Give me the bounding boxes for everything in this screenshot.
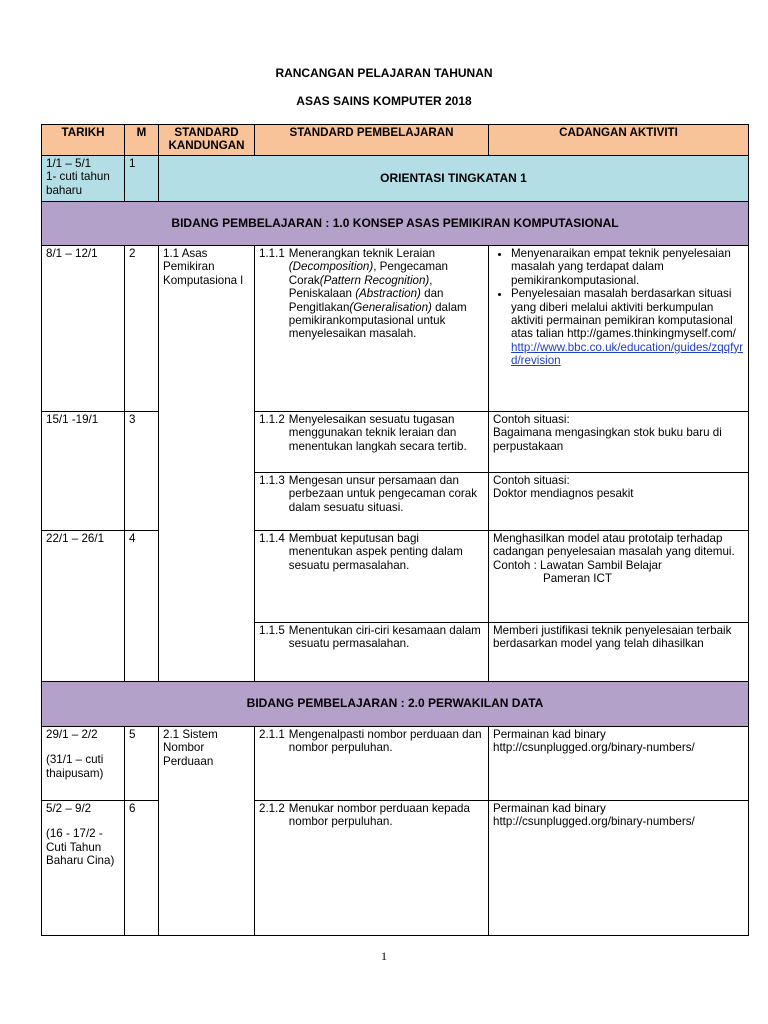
header-standard-pembelajaran: STANDARD PEMBELAJARAN <box>255 125 489 156</box>
row3-ca2: Memberi justifikasi teknik penyelesaian terbaik berdasarkan model yang telah dihasilkan <box>489 623 749 682</box>
activity-heading: Contoh situasi: <box>493 474 570 487</box>
activity-text: Menghasilkan model atau prototaip terhadap cadangan penyelesaian masalah yang ditemui. <box>493 532 735 559</box>
row2-ca2 <box>489 473 749 531</box>
activity-url: http://csunplugged.org/binary-numbers/ <box>493 815 695 829</box>
row4-tarikh-cell <box>42 727 125 801</box>
sp-text-italic: (Pattern Recognition) <box>319 273 430 287</box>
row2-week: 3 <box>125 412 159 531</box>
sp-text: Mengesan unsur persamaan dan perbezaan untuk pengecaman corak dalam sesuatu situasi. <box>288 474 478 514</box>
row5-ca <box>489 801 749 936</box>
page-number: 1 <box>381 949 387 963</box>
bidang-row-2 <box>42 682 749 727</box>
activity-text: Bagaimana mengasingkan stok buku baru di perpustakaan <box>493 426 722 453</box>
list-item: • Menyenaraikan empat teknik penyelesaian masalah yang terdapat dalam pemikirankomputasional. <box>511 247 744 287</box>
sp-number: 1.1.4 <box>259 532 285 545</box>
sp-text-italic: (Decomposition) <box>288 260 374 274</box>
header-tarikh: TARIKH <box>42 125 125 156</box>
row1-standard-pembelajaran <box>255 246 489 412</box>
document-title: RANCANGAN PELAJARAN TAHUNAN <box>275 66 493 80</box>
header-standard-kandungan: STANDARD KANDUNGAN <box>159 125 255 156</box>
activity-text: Permainan kad binary <box>493 728 606 741</box>
row4-date: 29/1 – 2/2 <box>46 728 98 741</box>
row2-tarikh: 15/1 -19/1 <box>42 412 125 531</box>
bidang-1-label: BIDANG PEMBELAJARAN : 1.0 KONSEP ASAS PEMIKIRAN KOMPUTASIONAL <box>42 202 749 246</box>
table-header-row <box>42 125 749 156</box>
sp-text-part: , Pengecaman Corak <box>288 260 448 287</box>
table-row <box>42 727 749 801</box>
sp-text: Menentukan ciri-ciri kesamaan dalam sesuatu permasalahan. <box>288 624 481 651</box>
list-item <box>511 287 744 367</box>
sp-text-part: , Peniskalaan <box>288 273 433 301</box>
row1-standard-kandungan: 1.1 Asas Pemikiran Komputasiona l <box>159 246 255 682</box>
row3-ca1 <box>489 531 749 623</box>
sp-text-part: Menerangkan teknik Leraian <box>288 247 436 260</box>
row4-sp <box>255 727 489 801</box>
sp-number: 1.1.2 <box>259 413 285 426</box>
activity-text: Penyelesaian masalah berdasarkan situasi yang diberi melalui aktiviti berkumpulan aktiviti permainan pemikiran komputasional atas talian http://games.thinkingmyself.com/ <box>511 287 736 341</box>
sp-number: 2.1.1 <box>259 728 285 741</box>
row1-tarikh: 8/1 – 12/1 <box>42 246 125 412</box>
activity-heading: Contoh situasi: <box>493 413 570 426</box>
row5-tarikh-cell <box>42 801 125 936</box>
row1-week: 2 <box>125 246 159 412</box>
row4-note: (31/1 – cuti thaipusam) <box>46 753 104 780</box>
sp-number: 1.1.1 <box>259 247 285 260</box>
activity-text: Doktor mendiagnos pesakit <box>493 487 634 501</box>
bidang-row-1 <box>42 202 749 246</box>
table-row <box>42 412 749 473</box>
row1-cadangan-aktiviti <box>489 246 749 412</box>
table-row <box>42 531 749 623</box>
activity-list <box>493 247 744 368</box>
activity-text: Permainan kad binary <box>493 802 606 815</box>
row2-sp1 <box>255 412 489 473</box>
sp-text: Menyelesaikan sesuatu tugasan menggunakan teknik leraian dan menentukan langkah secara tertib. <box>288 413 467 453</box>
activity-url: http://csunplugged.org/binary-numbers/ <box>493 741 695 755</box>
row5-week: 6 <box>125 801 159 936</box>
row4-standard-kandungan: 2.1 Sistem Nombor Perduaan <box>159 727 255 936</box>
sp-text: Mengenalpasti nombor perduaan dan nombor perpuluhan. <box>288 728 482 755</box>
orientasi-week: 1 <box>125 156 159 202</box>
document-subtitle: ASAS SAINS KOMPUTER 2018 <box>296 94 472 108</box>
row5-date: 5/2 – 9/2 <box>46 802 92 815</box>
row3-sp2 <box>255 623 489 682</box>
table-row <box>42 801 749 936</box>
sp-text-part: dan Pengitlakan <box>288 287 444 314</box>
activity-example: Contoh : Lawatan Sambil Belajar <box>493 558 662 572</box>
table-row <box>42 246 749 412</box>
orientasi-label: ORIENTASI TINGKATAN 1 <box>159 156 749 202</box>
bbc-guide-link[interactable]: http://www.bbc.co.uk/education/guides/zqqfyrd/revision <box>511 340 744 368</box>
activity-example-2: Pameran ICT <box>543 572 612 586</box>
sp-text-part: dalam pemikirankomputasional untuk menyelesaikan masalah. <box>288 300 467 341</box>
sp-number: 1.1.5 <box>259 624 285 637</box>
row2-sp2 <box>255 473 489 531</box>
orientasi-tarikh-cell <box>42 156 125 202</box>
row3-tarikh: 22/1 – 26/1 <box>42 531 125 682</box>
sp-text-italic: (Generalisation) <box>349 300 432 314</box>
sp-text: Menukar nombor perduaan kepada nombor perpuluhan. <box>288 802 470 829</box>
row5-sp <box>255 801 489 936</box>
row2-ca1 <box>489 412 749 473</box>
header-m: M <box>125 125 159 156</box>
lesson-plan-table <box>41 124 749 936</box>
orientasi-note: 1- cuti tahun baharu <box>46 170 110 197</box>
row4-week: 5 <box>125 727 159 801</box>
sp-number: 1.1.3 <box>259 474 285 487</box>
row3-sp1 <box>255 531 489 623</box>
header-cadangan-aktiviti: CADANGAN AKTIVITI <box>489 125 749 156</box>
sp-text <box>289 247 484 341</box>
orientasi-row <box>42 156 749 202</box>
bidang-2-label: BIDANG PEMBELAJARAN : 2.0 PERWAKILAN DATA <box>42 682 749 727</box>
row5-note: (16 - 17/2 - Cuti Tahun Baharu Cina) <box>46 827 115 868</box>
sp-number: 2.1.2 <box>259 802 285 815</box>
sp-text: Membuat keputusan bagi menentukan aspek penting dalam sesuatu permasalahan. <box>288 532 463 572</box>
row4-ca <box>489 727 749 801</box>
sp-text-italic: (Abstraction) <box>355 287 421 301</box>
orientasi-date: 1/1 – 5/1 <box>46 157 92 170</box>
row3-week: 4 <box>125 531 159 682</box>
